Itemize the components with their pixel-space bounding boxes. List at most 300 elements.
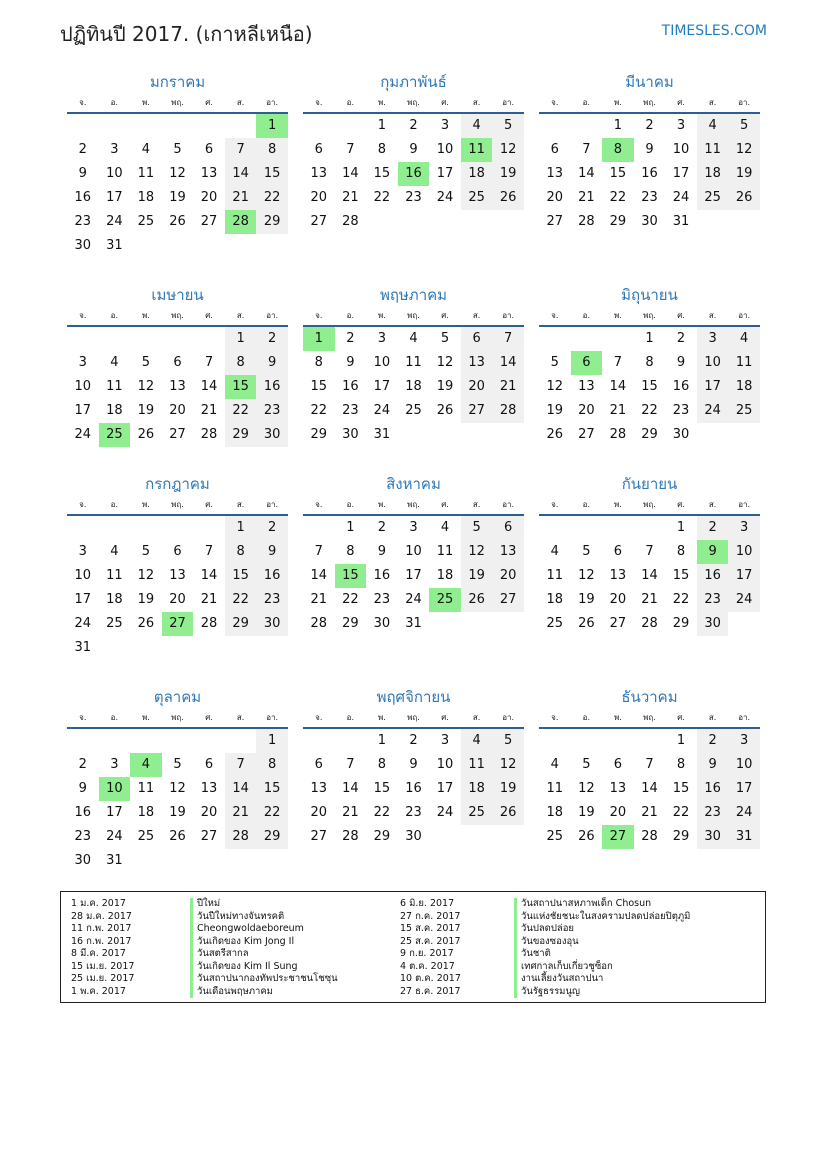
holiday-name: วันรัฐธรรมนูญ [514,986,690,999]
weekday-label: อ. [110,500,119,509]
empty-cell [398,210,430,234]
weekday-header [539,94,760,114]
day-cell: 15 [373,781,391,796]
day-cell: 27 [578,427,595,442]
day-cell: 23 [641,190,658,205]
day-cell: 23 [405,190,422,205]
day-cell: 28 [578,214,595,229]
day-cell: 2 [377,520,387,535]
day-cell: 19 [546,403,564,418]
weekday-label: อ. [582,98,591,107]
day-cell: 8 [256,138,288,162]
day-cell: 25 [728,399,760,423]
day-cell: 2 [645,118,654,133]
day-cell: 11 [405,355,422,370]
weekday-label: พ. [141,311,150,320]
day-cell: 2 [697,516,729,540]
day-cell: 10 [373,355,391,370]
day-cell: 31 [74,640,92,655]
weekday-label: อ. [110,311,119,320]
day-cell: 10 [106,166,123,181]
day-cell: 20 [609,805,627,820]
day-cell: 5 [582,757,591,772]
day-cell: 10 [436,757,454,772]
weekday-label: ส. [236,98,245,107]
empty-cell [130,729,162,753]
day-cell: 25 [546,829,564,844]
empty-cell [398,423,430,447]
day-cell: 7 [314,544,323,559]
day-cell: 23 [697,801,729,825]
day-cell: 6 [204,142,214,157]
empty-cell [225,849,257,873]
day-cell: 27 [200,829,218,844]
holiday-name: วันแห่งชัยชนะในสงครามปลดปล่อยปิตุภูมิ [514,911,690,924]
day-cell: 18 [106,592,123,607]
month-name: กรกฎาคม [145,475,210,493]
weekday-header [67,709,288,729]
day-cell: 2 [78,757,87,772]
empty-cell [697,210,729,234]
day-cell: 1 [377,118,387,133]
day-cell: 16 [697,564,729,588]
day-cell: 28 [225,825,257,849]
day-cell: 11 [106,379,123,394]
day-cell: 18 [546,592,564,607]
empty-cell [539,114,571,138]
day-cell: 27 [461,399,493,423]
day-cell: 16 [74,190,92,205]
weekday-label: ศ. [205,713,213,722]
empty-cell [602,516,634,540]
day-cell: 12 [461,540,493,564]
empty-cell [602,729,634,753]
holiday-date: 27 ธ.ค. 2017 [400,985,461,997]
day-cell: 13 [578,379,595,394]
day-cell: 19 [436,379,454,394]
day-cell: 6 [173,355,182,370]
weekday-label: พ. [613,311,622,320]
day-cell: 12 [137,379,155,394]
empty-cell [492,825,524,849]
day-cell: 10 [672,142,690,157]
day-cell: 23 [256,588,288,612]
holiday-name: วันเกิดของ Kim Jong Il [190,936,338,949]
day-cell: 8 [676,757,686,772]
day-cell: 18 [137,190,155,205]
day-cell: 10 [74,568,92,583]
day-cell: 21 [225,801,257,825]
month-name: มิถุนายน [621,286,678,304]
day-cell: 30 [697,612,729,636]
day-cell: 10 [728,753,760,777]
day-cell: 22 [373,805,391,820]
day-cell: 6 [613,757,623,772]
weekday-header [67,94,288,114]
day-cell: 20 [200,805,218,820]
day-cell: 31 [106,238,123,253]
weekday-label: อา. [738,500,751,509]
empty-cell [256,234,288,258]
day-cell: 9 [697,540,729,564]
days-grid [67,516,288,660]
day-cell: 21 [225,186,257,210]
empty-cell [429,825,461,849]
day-cell: 9 [676,355,686,370]
holiday-date: 25 ส.ค. 2017 [400,935,461,947]
day-cell: 15 [373,166,391,181]
day-cell: 8 [676,544,686,559]
day-cell: 24 [74,427,92,442]
day-cell: 4 [550,544,559,559]
day-cell: 22 [373,190,391,205]
empty-cell [571,327,603,351]
day-cell: 27 [310,214,328,229]
weekday-label: อา. [502,311,515,320]
day-cell: 1 [377,733,387,748]
day-cell: 22 [256,801,288,825]
weekday-label: จ. [79,713,87,722]
day-cell: 11 [728,351,760,375]
day-cell: 19 [578,592,595,607]
holiday-name: งานเลี้ยงวันสถาปนา [514,973,690,986]
weekday-label: ศ. [205,98,213,107]
weekday-label: ศ. [441,98,449,107]
empty-cell [130,516,162,540]
day-cell: 3 [409,520,418,535]
day-cell: 31 [106,853,123,868]
day-cell: 21 [200,592,218,607]
holiday-date: 6 มิ.ย. 2017 [400,898,455,909]
empty-cell [162,849,194,873]
day-cell: 1 [225,327,257,351]
weekday-label: อา. [502,713,515,722]
month-calendar [539,685,760,849]
holiday-date: 8 มี.ค. 2017 [71,948,126,959]
day-cell: 28 [200,427,218,442]
day-cell: 13 [200,166,218,181]
day-cell: 9 [377,544,387,559]
weekday-label: อา. [738,713,751,722]
day-cell: 6 [461,327,493,351]
holiday-date: 1 ม.ค. 2017 [71,898,126,909]
weekday-label: พฤ. [171,500,184,509]
holiday-date: 4 ต.ค. 2017 [400,960,455,972]
day-cell: 2 [256,327,288,351]
empty-cell [225,729,257,753]
day-cell: 2 [409,733,418,748]
day-cell: 26 [492,186,524,210]
day-cell: 10 [99,777,131,801]
day-cell: 5 [141,355,151,370]
weekday-label: จ. [315,311,323,320]
empty-cell [539,327,571,351]
day-cell: 23 [256,399,288,423]
empty-cell [130,849,162,873]
day-cell: 19 [169,805,186,820]
day-cell: 6 [571,351,603,375]
month-calendar [67,70,288,258]
day-cell: 11 [137,166,155,181]
day-cell: 21 [609,403,627,418]
month-calendar [539,283,760,447]
day-cell: 18 [461,162,493,186]
day-cell: 23 [342,403,359,418]
day-cell: 26 [492,801,524,825]
day-cell: 14 [641,568,658,583]
holiday-date: 25 เม.ย. 2017 [71,973,135,984]
brand-link[interactable]: TIMESLES.COM [661,23,767,39]
day-cell: 24 [436,805,454,820]
day-cell: 24 [672,190,690,205]
weekday-label: ส. [708,713,717,722]
weekday-label: ศ. [677,98,685,107]
month-name: สิงหาคม [386,475,441,493]
day-cell: 10 [697,351,729,375]
day-cell: 16 [672,379,690,394]
weekday-header [539,496,760,516]
day-cell: 17 [697,375,729,399]
day-cell: 9 [645,142,654,157]
day-cell: 1 [346,520,355,535]
day-cell: 13 [200,781,218,796]
empty-cell [303,516,335,540]
day-cell: 10 [728,540,760,564]
day-cell: 3 [440,118,450,133]
holiday-date: 15 ส.ค. 2017 [400,923,461,934]
day-cell: 29 [256,210,288,234]
day-cell: 4 [141,142,151,157]
empty-cell [99,516,131,540]
day-cell: 1 [676,733,686,748]
day-cell: 22 [225,588,257,612]
weekday-label: ส. [236,713,245,722]
weekday-label: อ. [110,713,119,722]
day-cell: 19 [728,162,760,186]
day-cell: 15 [225,564,257,588]
day-cell: 7 [613,355,623,370]
empty-cell [225,636,257,660]
weekday-label: ส. [236,500,245,509]
day-cell: 3 [676,118,686,133]
day-cell: 31 [728,825,760,849]
day-cell: 27 [492,588,524,612]
weekday-label: จ. [551,311,559,320]
day-cell: 14 [225,777,257,801]
weekday-label: อ. [582,713,591,722]
days-grid [539,729,760,849]
weekday-label: ส. [708,500,717,509]
day-cell: 30 [74,853,92,868]
day-cell: 20 [492,564,524,588]
day-cell: 4 [550,757,559,772]
day-cell: 3 [110,757,119,772]
weekday-label: ศ. [677,311,685,320]
day-cell: 13 [461,351,493,375]
day-cell: 22 [672,805,690,820]
day-cell: 27 [200,214,218,229]
day-cell: 14 [310,568,328,583]
day-cell: 23 [672,403,690,418]
day-cell: 28 [342,829,359,844]
month-calendar [67,283,288,447]
day-cell: 9 [409,142,418,157]
empty-cell [697,423,729,447]
weekday-label: พ. [613,713,622,722]
empty-cell [634,729,666,753]
holiday-date: 27 ก.ค. 2017 [400,910,461,922]
weekday-label: จ. [551,713,559,722]
day-cell: 7 [346,757,355,772]
day-cell: 29 [641,427,658,442]
day-cell: 28 [641,829,658,844]
day-cell: 18 [137,805,155,820]
day-cell: 28 [225,210,257,234]
day-cell: 26 [169,829,186,844]
day-cell: 20 [609,592,627,607]
weekday-label: พฤ. [407,98,420,107]
day-cell: 11 [461,753,493,777]
month-name: มกราคม [149,73,206,91]
day-cell: 12 [492,138,524,162]
weekday-label: พฤ. [171,98,184,107]
empty-cell [193,327,225,351]
day-cell: 8 [602,138,634,162]
day-cell: 6 [173,544,182,559]
day-cell: 22 [256,186,288,210]
weekday-label: พฤ. [407,311,420,320]
day-cell: 1 [613,118,623,133]
day-cell: 15 [335,564,367,588]
day-cell: 12 [546,379,564,394]
day-cell: 3 [697,327,729,351]
empty-cell [728,612,760,636]
day-cell: 27 [546,214,564,229]
day-cell: 1 [676,520,686,535]
day-cell: 3 [440,733,450,748]
day-cell: 20 [546,190,564,205]
day-cell: 11 [546,781,564,796]
empty-cell [335,114,367,138]
day-cell: 24 [106,829,123,844]
weekday-header [67,496,288,516]
day-cell: 15 [310,379,328,394]
day-cell: 28 [342,214,359,229]
day-cell: 10 [436,142,454,157]
month-calendar [303,283,524,447]
day-cell: 13 [546,166,564,181]
day-cell: 11 [697,138,729,162]
day-cell: 20 [310,805,328,820]
day-cell: 5 [141,544,151,559]
days-grid [539,114,760,234]
weekday-label: พ. [377,500,386,509]
month-calendar [303,472,524,636]
day-cell: 20 [200,190,218,205]
empty-cell [193,849,225,873]
holiday-date: 28 ม.ค. 2017 [71,910,132,922]
empty-cell [634,516,666,540]
month-calendar [67,472,288,660]
day-cell: 14 [225,162,257,186]
empty-cell [429,210,461,234]
day-cell: 24 [728,801,760,825]
day-cell: 4 [130,753,162,777]
day-cell: 21 [342,190,359,205]
day-cell: 8 [377,142,387,157]
day-cell: 5 [492,729,524,753]
days-grid [539,327,760,447]
day-cell: 15 [225,375,257,399]
weekday-label: อ. [346,98,355,107]
month-calendar [67,685,288,873]
month-name: ตุลาคม [153,688,202,706]
day-cell: 8 [314,355,323,370]
day-cell: 9 [346,355,355,370]
day-cell: 14 [200,568,218,583]
day-cell: 13 [310,781,328,796]
weekday-header [303,94,524,114]
day-cell: 5 [728,114,760,138]
day-cell: 30 [373,616,391,631]
day-cell: 27 [609,616,627,631]
weekday-label: อา. [738,98,751,107]
day-cell: 26 [169,214,186,229]
weekday-header [303,307,524,327]
weekday-label: จ. [79,311,87,320]
empty-cell [602,327,634,351]
day-cell: 18 [461,777,493,801]
day-cell: 24 [373,403,391,418]
day-cell: 8 [256,753,288,777]
empty-cell [256,849,288,873]
holiday-name: วันของซองอุน [514,936,690,949]
day-cell: 30 [672,427,690,442]
days-grid [303,327,524,447]
weekday-label: อ. [582,500,591,509]
holiday-date: 11 ก.พ. 2017 [71,923,132,934]
day-cell: 5 [461,516,493,540]
day-cell: 12 [578,568,595,583]
day-cell: 24 [405,592,422,607]
day-cell: 2 [346,331,355,346]
day-cell: 10 [74,379,92,394]
day-cell: 7 [225,138,257,162]
empty-cell [193,729,225,753]
day-cell: 1 [256,114,288,138]
empty-cell [366,210,398,234]
days-grid [303,516,524,636]
day-cell: 11 [137,781,155,796]
empty-cell [193,234,225,258]
weekday-label: จ. [551,500,559,509]
day-cell: 1 [645,331,654,346]
empty-cell [99,327,131,351]
day-cell: 22 [641,403,658,418]
weekday-header [303,709,524,729]
day-cell: 5 [550,355,559,370]
day-cell: 14 [200,379,218,394]
empty-cell [193,516,225,540]
empty-cell [99,114,131,138]
day-cell: 29 [225,423,257,447]
empty-cell [162,729,194,753]
day-cell: 30 [74,238,92,253]
day-cell: 20 [310,190,328,205]
day-cell: 29 [342,616,359,631]
holiday-name: วันชาติ [514,948,690,961]
day-cell: 2 [697,729,729,753]
